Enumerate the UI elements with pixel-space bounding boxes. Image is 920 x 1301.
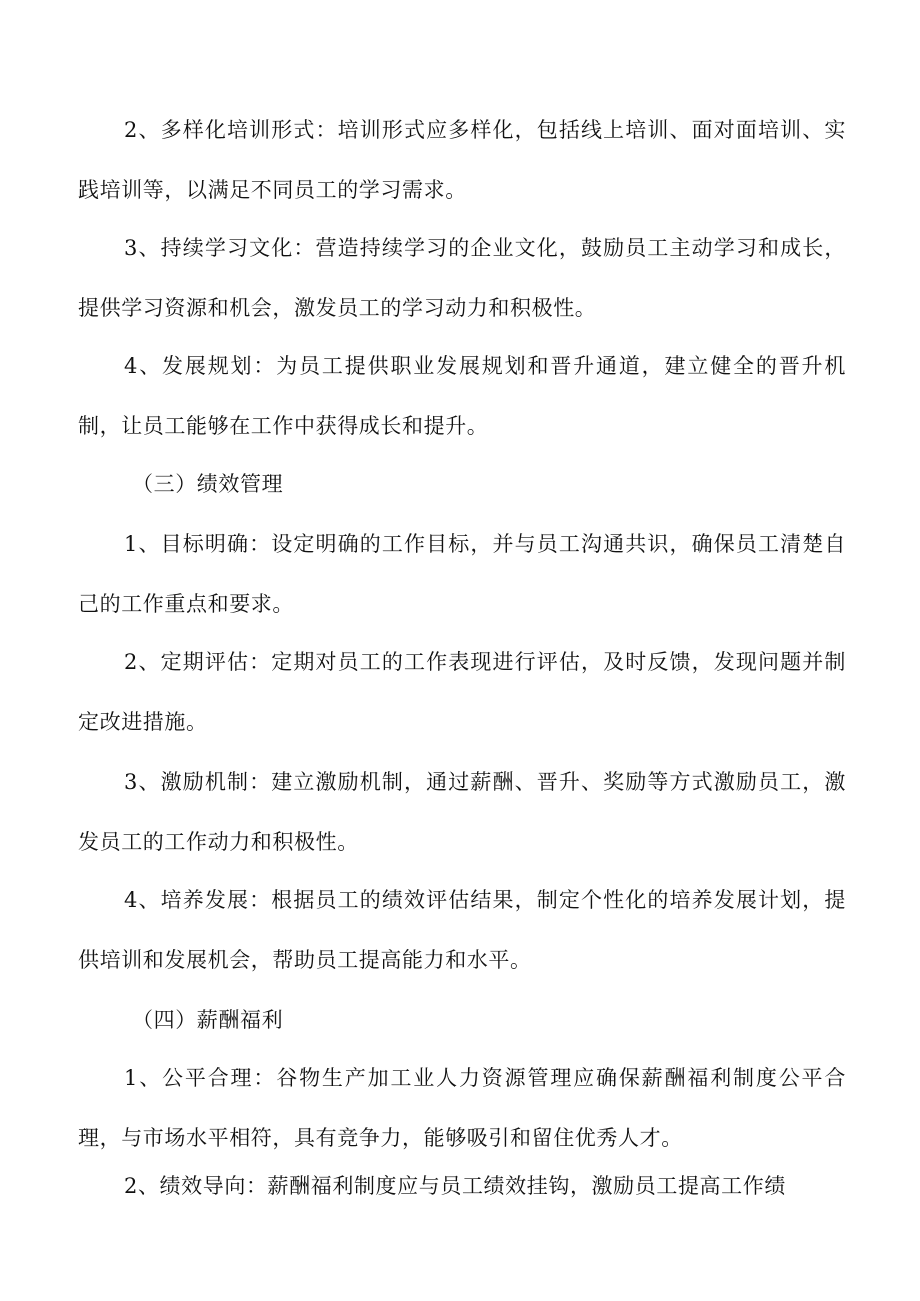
paragraph-performance-oriented: 2、绩效导向：薪酬福利制度应与员工绩效挂钩，激励员工提高工作绩 [124,1174,786,1198]
paragraph-clear-goals: 1、目标明确：设定明确的工作目标，并与员工沟通共识，确保员工清楚自己的工作重点和要求。 [78,532,846,616]
paragraph-learning-culture: 3、持续学习文化：营造持续学习的企业文化，鼓励员工主动学习和成长，提供学习资源和机会，激发员工的学习动力和积极性。 [78,236,846,320]
section-heading-compensation-benefits: （四）薪酬福利 [132,1008,284,1032]
paragraph-development-planning: 4、发展规划：为员工提供职业发展规划和晋升通道，建立健全的晋升机制，让员工能够在工作中获得成长和提升。 [78,354,846,438]
paragraph-incentive-mechanism: 3、激励机制：建立激励机制，通过薪酬、晋升、奖励等方式激励员工，激发员工的工作动力和积极性。 [78,770,846,854]
paragraph-training-forms: 2、多样化培训形式：培训形式应多样化，包括线上培训、面对面培训、实践培训等，以满足不同员工的学习需求。 [78,118,846,202]
paragraph-training-development: 4、培养发展：根据员工的绩效评估结果，制定个性化的培养发展计划，提供培训和发展机会，帮助员工提高能力和水平。 [78,888,846,972]
paragraph-regular-evaluation: 2、定期评估：定期对员工的工作表现进行评估，及时反馈，发现问题并制定改进措施。 [78,650,846,734]
section-heading-performance-management: （三）绩效管理 [132,472,284,496]
paragraph-fair-reasonable: 1、公平合理：谷物生产加工业人力资源管理应确保薪酬福利制度公平合理，与市场水平相符，具有竞争力，能够吸引和留住优秀人才。 [78,1066,846,1150]
